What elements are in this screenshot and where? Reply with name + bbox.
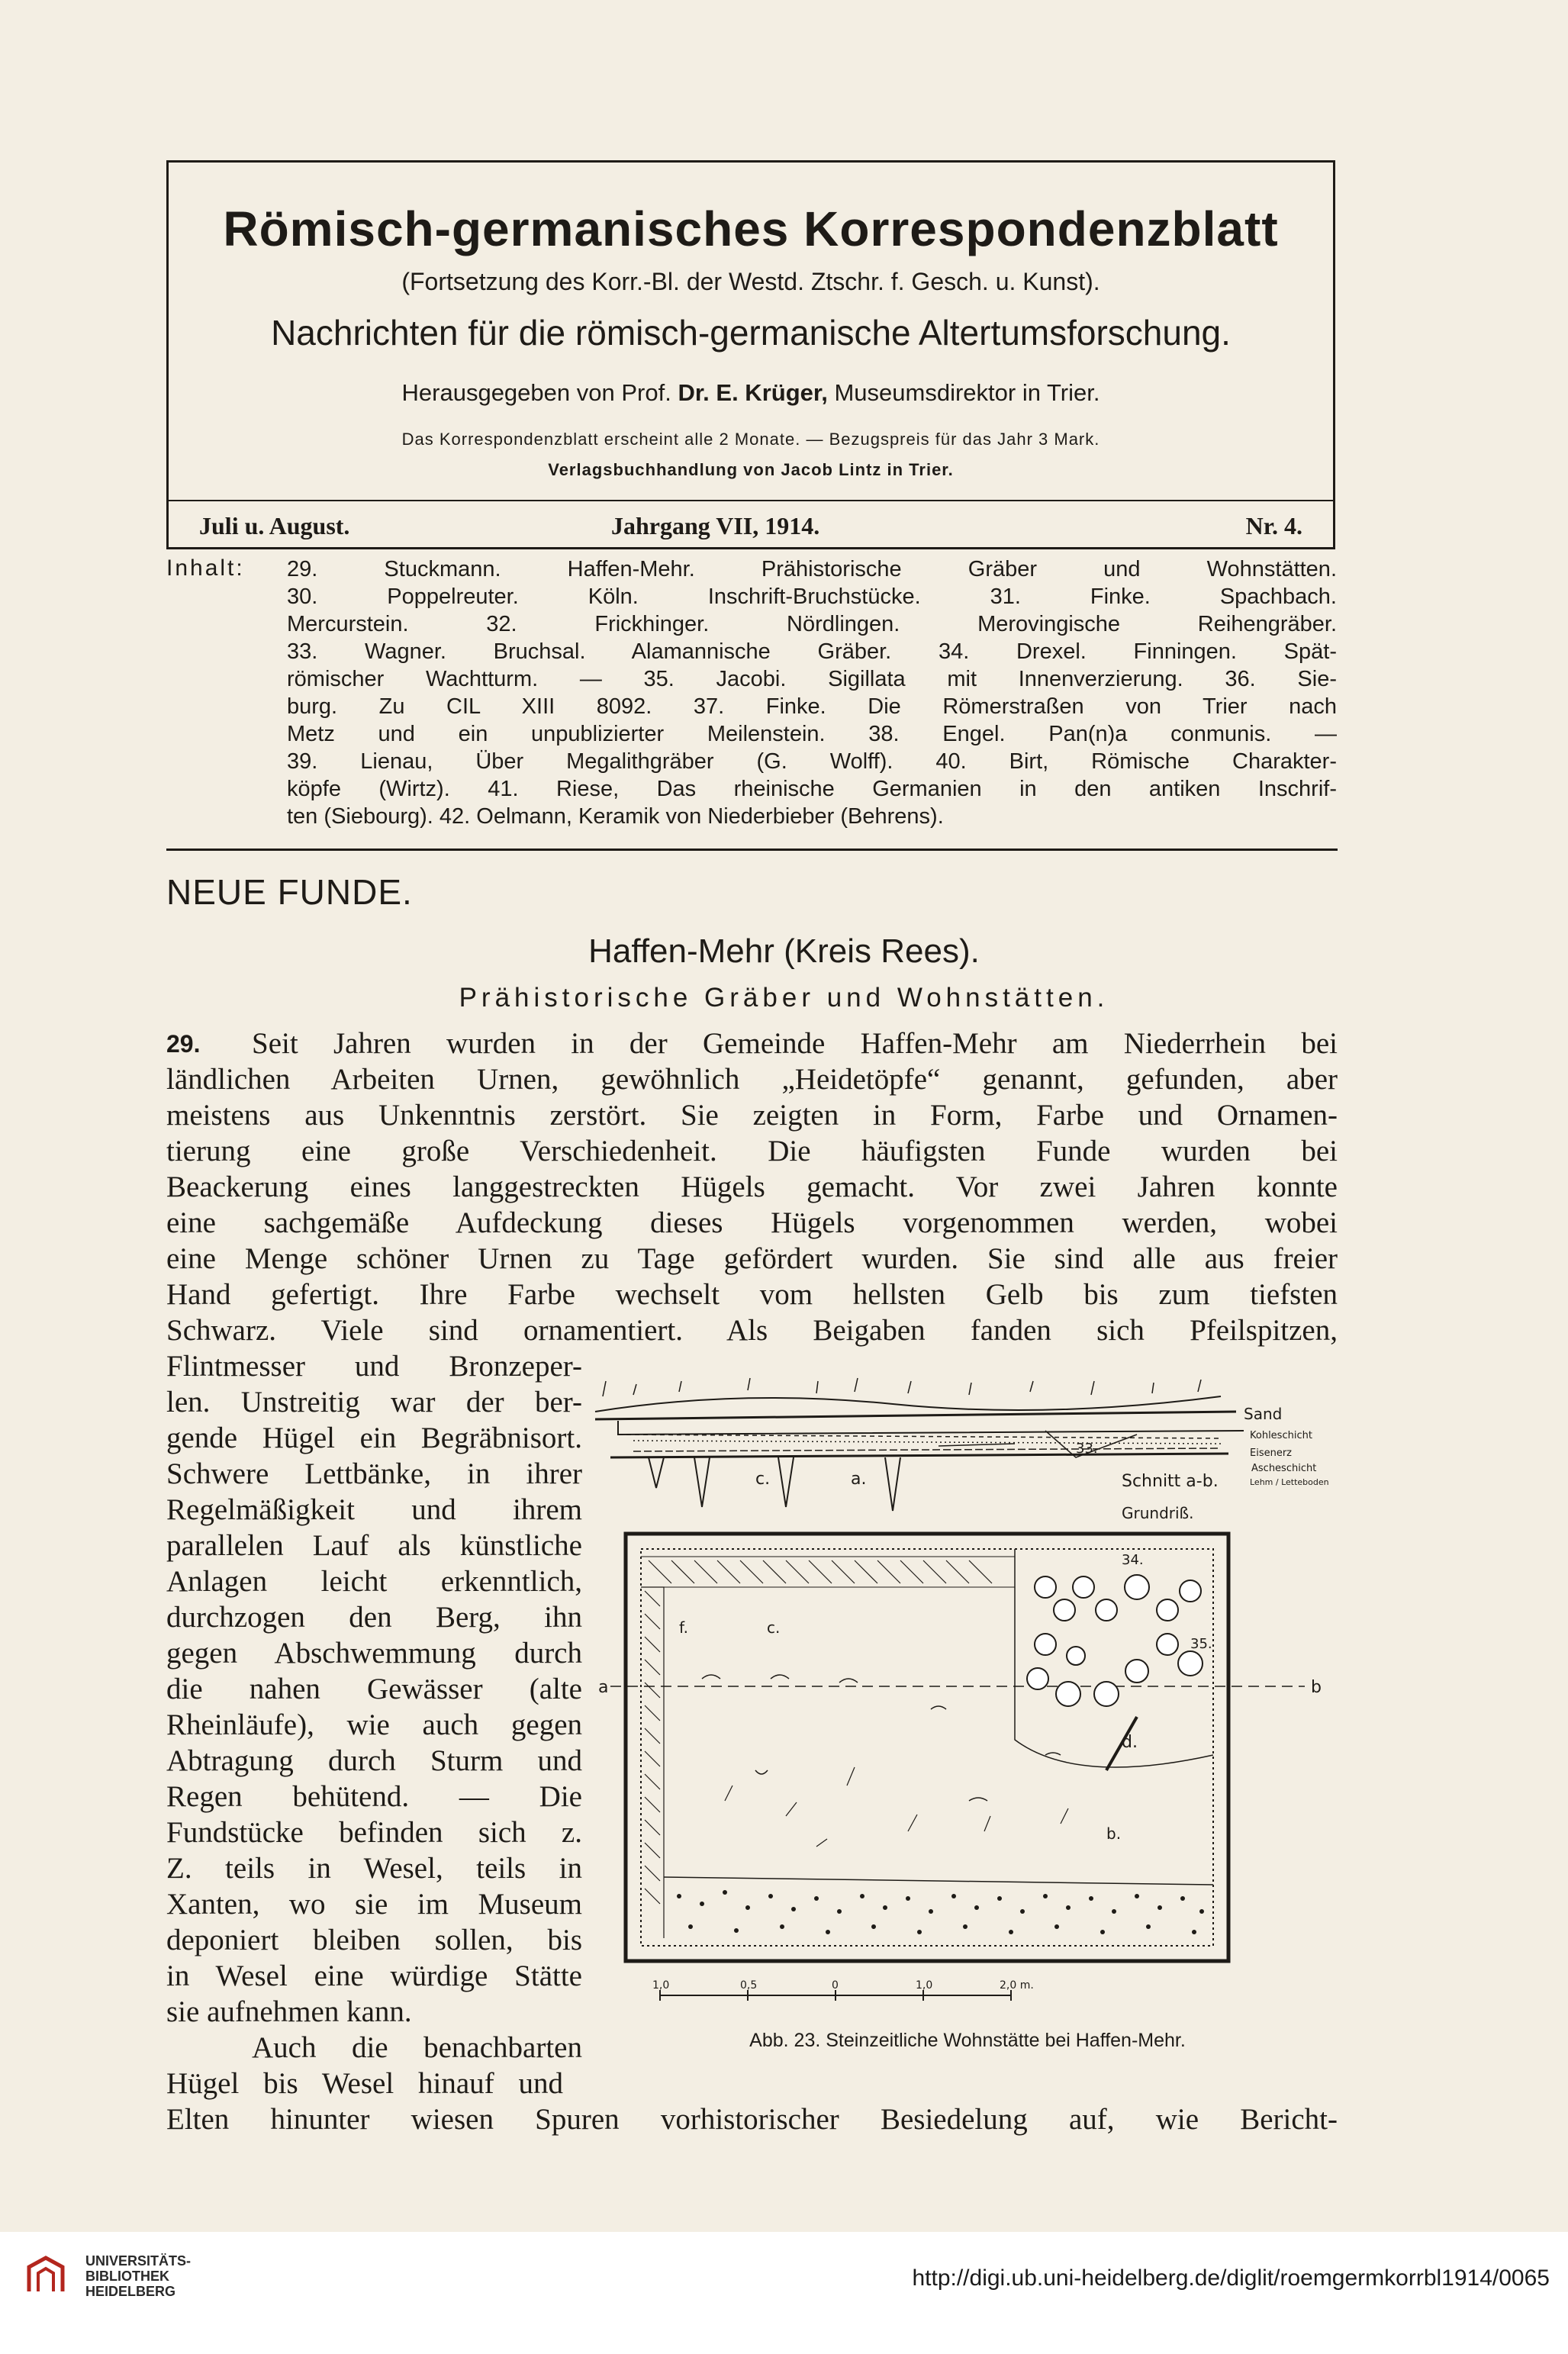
body-line: tierung eine große Verschiedenheit. Die häufigsten Funde wurden bei bbox=[166, 1135, 1338, 1167]
label-b-right: b bbox=[1311, 1678, 1322, 1697]
body-line: eine Menge schöner Urnen zu Tage gefördert wurden. Sie sind alle aus freier bbox=[166, 1242, 1338, 1275]
body-line: eine sachgemäße Aufdeckung dieses Hügels vorgenommen werden, wobei bbox=[166, 1206, 1338, 1239]
paragraph-number: 29. bbox=[166, 1030, 201, 1058]
scale-label: 0,5 bbox=[740, 1979, 758, 1992]
issue-number: Nr. 4. bbox=[1245, 512, 1302, 539]
excavation-figure bbox=[588, 1358, 1339, 2037]
label-grundriss: Grundriß. bbox=[1122, 1504, 1194, 1522]
contents-line: 39. Lienau, Über Megalithgräber (G. Wolff). 40. Birt, Römische Charakter- bbox=[287, 749, 1337, 774]
body-line: gende Hügel ein Begräbnisort. bbox=[166, 1422, 582, 1454]
scale-label: 1,0 bbox=[652, 1979, 670, 1992]
body-line: Abtragung durch Sturm und bbox=[166, 1744, 582, 1777]
label-a-left: a bbox=[598, 1678, 609, 1697]
body-line: Beackerung eines langgestreckten Hügels gemacht. Vor zwei Jahren konnte bbox=[166, 1171, 1338, 1203]
contents-line: 29. Stuckmann. Haffen-Mehr. Prähistorische Gräber und Wohnstätten. bbox=[287, 557, 1337, 581]
editor-name: Dr. E. Krüger, bbox=[678, 379, 828, 406]
label-d: d. bbox=[1122, 1733, 1138, 1752]
body-line: Schwere Lettbänke, in ihrer bbox=[166, 1457, 582, 1490]
label-33: 33. bbox=[1076, 1441, 1098, 1457]
label-asche: Ascheschicht bbox=[1251, 1463, 1317, 1474]
body-line: Fundstücke befinden sich z. bbox=[166, 1816, 582, 1849]
library-name-line: HEIDELBERG bbox=[85, 2284, 176, 2299]
body-line: Z. teils in Wesel, teils in bbox=[166, 1852, 582, 1885]
label-34: 34. bbox=[1122, 1552, 1144, 1568]
issue-volume: Jahrgang VII, 1914. bbox=[611, 512, 820, 539]
body-line: Regen behütend. — Die bbox=[166, 1780, 582, 1813]
section-labels bbox=[755, 1405, 1329, 1522]
contents-line: köpfe (Wirtz). 41. Riese, Das rheinische Germanien in den antiken Inschrif- bbox=[287, 777, 1337, 801]
library-name-line: BIBLIOTHEK bbox=[85, 2269, 169, 2284]
editor-prefix: Herausgegeben von Prof. bbox=[401, 379, 671, 406]
label-c-plan: c. bbox=[767, 1618, 781, 1637]
body-line: ländlichen Arbeiten Urnen, gewöhnlich „Heidetöpfe“ genannt, gefunden, aber bbox=[166, 1063, 1338, 1096]
figure-caption: Abb. 23. Steinzeitliche Wohnstätte bei Haffen-Mehr. bbox=[749, 2030, 1186, 2051]
body-line: Flintmesser und Bronzeper- bbox=[166, 1350, 582, 1383]
body-line: Regelmäßigkeit und ihrem bbox=[166, 1493, 582, 1526]
section-heading: NEUE FUNDE. bbox=[166, 872, 413, 912]
label-c: c. bbox=[755, 1470, 771, 1489]
label-sand: Sand bbox=[1244, 1405, 1283, 1423]
footer-bar bbox=[0, 2232, 1568, 2354]
label-a: a. bbox=[851, 1470, 867, 1489]
contents-line: burg. Zu CIL XIII 8092. 37. Finke. Die Römerstraßen von Trier nach bbox=[287, 694, 1337, 719]
body-line: Anlagen leicht erkenntlich, bbox=[166, 1565, 582, 1598]
scale-label: 2,0 m. bbox=[1000, 1979, 1034, 1992]
library-name bbox=[85, 2253, 191, 2299]
contents-line: 30. Poppelreuter. Köln. Inschrift-Bruchstücke. 31. Finke. Spachbach. bbox=[287, 584, 1337, 609]
article-subtitle: Prähistorische Gräber und Wohnstätten. bbox=[459, 983, 1109, 1013]
body-line: meistens aus Unkenntnis zerstört. Sie zeigten in Form, Farbe und Ornamen- bbox=[166, 1099, 1338, 1132]
plan-labels bbox=[598, 1552, 1322, 1843]
ground-plan bbox=[610, 1534, 1305, 1961]
label-lehm: Lehm / Letteboden bbox=[1250, 1477, 1329, 1487]
publication-notice: Das Korrespondenzblatt erscheint alle 2 Monate. — Bezugspreis für das Jahr 3 Mark. bbox=[401, 430, 1100, 449]
contents-line: Mercurstein. 32. Frickhinger. Nördlingen. Merovingische Reihengräber. bbox=[287, 612, 1337, 636]
body-line: Rheinläufe), wie auch gegen bbox=[166, 1708, 582, 1741]
contents-line: Metz und ein unpublizierter Meilenstein. 38. Engel. Pan(n)a conmunis. — bbox=[287, 722, 1337, 746]
body-line: parallelen Lauf als künstliche bbox=[166, 1529, 582, 1562]
article-title: Haffen-Mehr (Kreis Rees). bbox=[588, 932, 980, 970]
body-line: deponiert bleiben sollen, bis bbox=[166, 1924, 582, 1956]
label-b-plan: b. bbox=[1106, 1824, 1122, 1843]
journal-subtitle: (Fortsetzung des Korr.-Bl. der Westd. Ztschr. f. Gesch. u. Kunst). bbox=[401, 268, 1100, 295]
body-line: durchzogen den Berg, ihn bbox=[166, 1601, 582, 1634]
label-35: 35. bbox=[1190, 1636, 1212, 1652]
contents-line: 33. Wagner. Bruchsal. Alamannische Gräber. 34. Drexel. Finningen. Spät- bbox=[287, 639, 1337, 664]
scale-label: 1,0 bbox=[916, 1979, 933, 1992]
body-line: Schwarz. Viele sind ornamentiert. Als Beigaben fanden sich Pfeilspitzen, bbox=[166, 1314, 1338, 1347]
journal-subtitle-2: Nachrichten für die römisch-germanische Altertumsforschung. bbox=[271, 313, 1231, 353]
library-logo-icon bbox=[23, 2253, 69, 2299]
contents-line: römischer Wachtturm. — 35. Jacobi. Sigillata mit Innenverzierung. 36. Sie- bbox=[287, 667, 1337, 691]
publisher-line: Verlagsbuchhandlung von Jacob Lintz in Trier. bbox=[548, 460, 954, 479]
body-line: gegen Abschwemmung durch bbox=[166, 1637, 582, 1670]
journal-title: Römisch-germanisches Korrespondenzblatt bbox=[223, 201, 1279, 256]
label-eisen: Eisenerz bbox=[1250, 1448, 1293, 1459]
body-line: in Wesel eine würdige Stätte bbox=[166, 1960, 582, 1992]
body-line: Elten hinunter wiesen Spuren vorhistorischer Besiedelung auf, wie Bericht- bbox=[166, 2103, 1338, 2136]
issue-date: Juli u. August. bbox=[199, 512, 350, 539]
body-line: die nahen Gewässer (alte bbox=[166, 1673, 582, 1705]
scale-label: 0 bbox=[832, 1979, 839, 1992]
source-url-link[interactable]: http://digi.ub.uni-heidelberg.de/diglit/roemgermkorrbl1914/0065 bbox=[912, 2265, 1550, 2291]
contents-divider bbox=[166, 849, 1338, 851]
body-line: Seit Jahren wurden in der Gemeinde Haffen-Mehr am Niederrhein bei bbox=[252, 1027, 1338, 1060]
body-line: Hügel bis Wesel hinauf und bbox=[166, 2067, 563, 2100]
masthead-box bbox=[166, 160, 1335, 549]
editor-line bbox=[169, 379, 1333, 407]
label-f: f. bbox=[679, 1618, 688, 1637]
gravel-band bbox=[677, 1890, 1204, 1934]
contents-line: ten (Siebourg). 42. Oelmann, Keramik von Niederbieber (Behrens). bbox=[287, 804, 944, 829]
contents-label: Inhalt: bbox=[166, 555, 245, 581]
body-line: Hand gefertigt. Ihre Farbe wechselt vom hellsten Gelb bis zum tiefsten bbox=[166, 1278, 1338, 1311]
editor-suffix: Museumsdirektor in Trier. bbox=[834, 379, 1100, 406]
library-name-line: UNIVERSITÄTS- bbox=[85, 2253, 192, 2269]
body-line: sie aufnehmen kann. bbox=[166, 1995, 412, 2028]
label-schnitt: Schnitt a-b. bbox=[1122, 1472, 1219, 1491]
issue-line bbox=[199, 512, 1302, 543]
body-line: len. Unstreitig war der ber- bbox=[166, 1386, 582, 1419]
label-kohle: Kohleschicht bbox=[1250, 1430, 1312, 1441]
body-line: Xanten, wo sie im Museum bbox=[166, 1888, 582, 1921]
body-line: Auch die benachbarten bbox=[252, 2031, 582, 2064]
table-of-contents bbox=[166, 555, 1338, 838]
scale-bar bbox=[652, 1979, 1034, 2001]
masthead-divider bbox=[169, 500, 1333, 501]
